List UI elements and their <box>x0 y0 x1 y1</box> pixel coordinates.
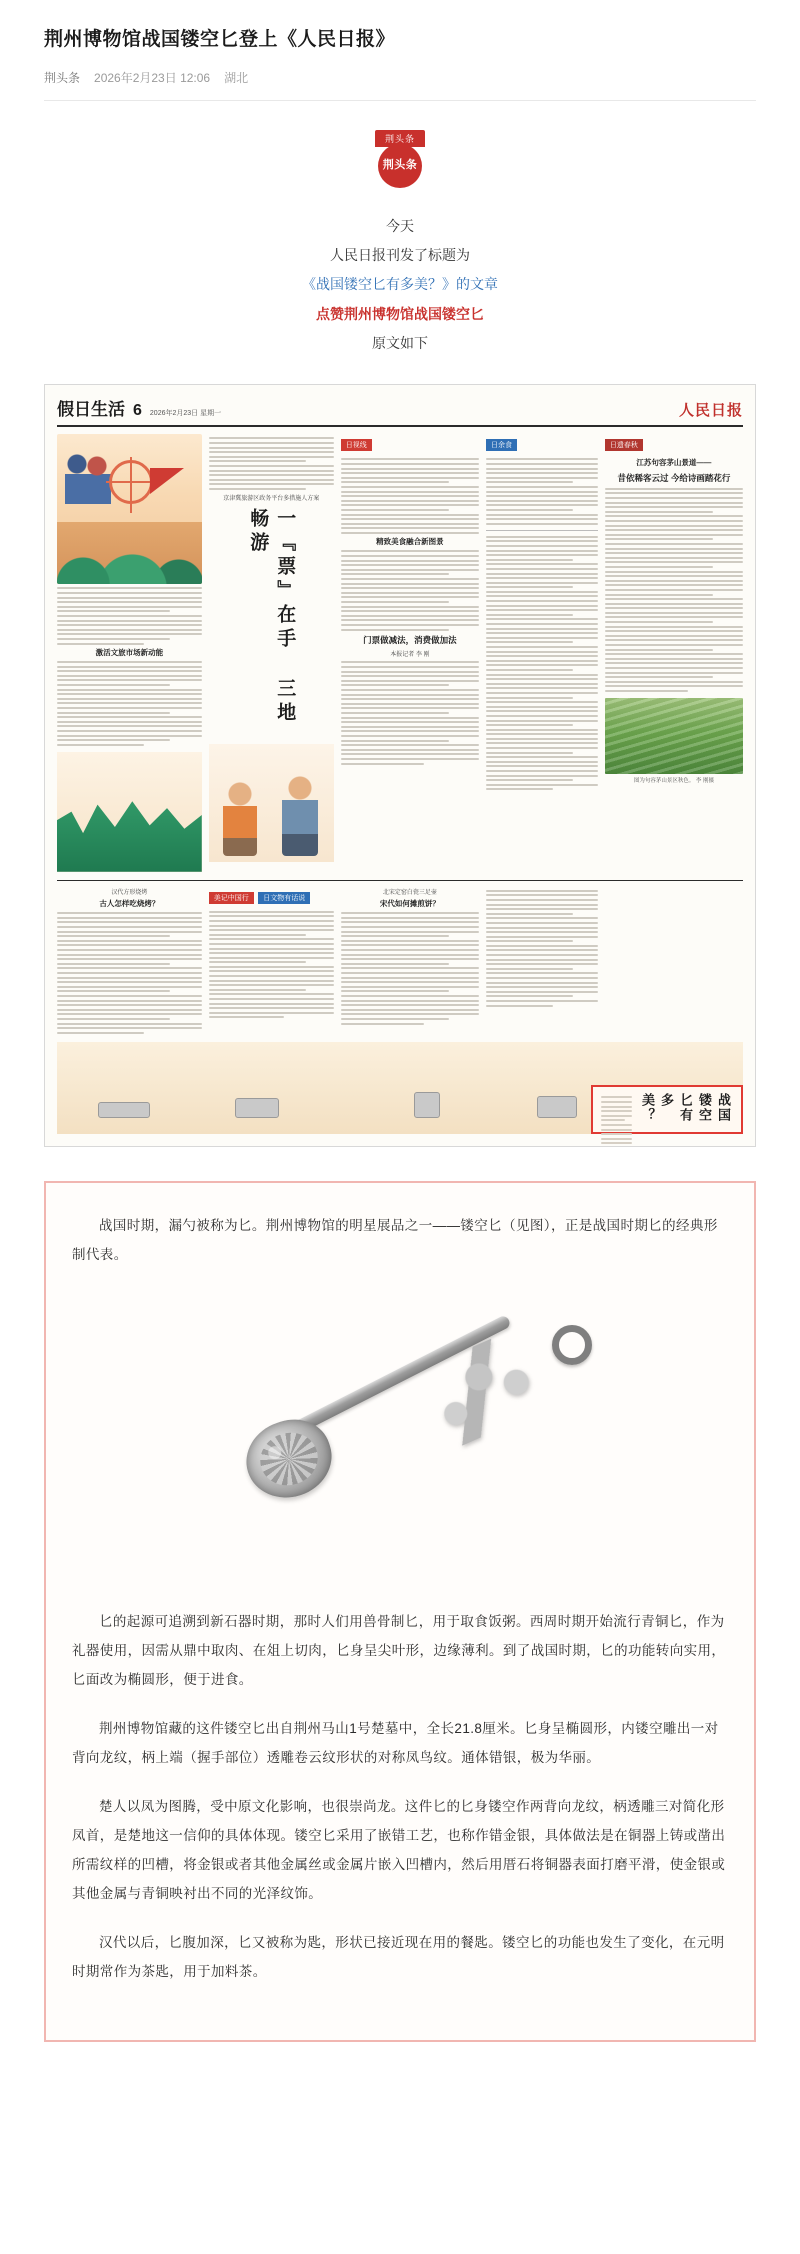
newspaper-columns <box>57 434 743 871</box>
meta-region: 湖北 <box>224 70 249 85</box>
flag-icon <box>150 468 184 494</box>
column4-text-block-a <box>486 458 598 524</box>
article-meta <box>44 69 756 100</box>
column4-divider <box>486 530 598 531</box>
newspaper-column-1 <box>57 434 202 871</box>
lede-line-3: 《战国镂空匕有多美？》的文章 <box>302 276 498 293</box>
spoon-openwork-ornament <box>414 1324 559 1451</box>
column3-tag: 日视线 <box>341 439 372 451</box>
detail-paragraph-5: 汉代以后，匕腹加深，匕又被称为匙，形状已接近现在用的餐匙。镂空匕的功能也发生了变化，在元明时期常作为茶匙，用于加料茶。 <box>72 1934 725 1979</box>
spoon-bowl <box>236 1409 341 1508</box>
meta-source: 荆头条 <box>44 70 81 85</box>
tourist-figure-2-icon <box>282 776 318 856</box>
newspaper-page-number: 6 <box>133 402 142 420</box>
lede-line-2: 人民日报刊发了标题为 <box>330 246 470 263</box>
column1-text-block-b <box>57 661 202 746</box>
column1-text-block-a <box>57 587 202 644</box>
column5-headline: 江苏句容茅山景道—— <box>636 458 712 468</box>
artifact-bowl-icon <box>414 1092 440 1118</box>
column4-text-block-b <box>486 536 598 791</box>
ferris-wheel-icon <box>109 460 153 504</box>
spoon-ring <box>552 1325 592 1365</box>
lede-line-1: 今天 <box>386 217 414 234</box>
column3-byline: 本报记者 李 刚 <box>390 652 430 659</box>
bottom-tag-3: 北宋定窑白瓷三足壶 <box>382 889 437 896</box>
brand-tab-label: 荆头条 <box>375 130 425 147</box>
column3-text-block-a <box>341 458 479 534</box>
openwork-spoon-artifact-icon <box>190 1309 610 1569</box>
bottom-tag-2b: 日文物有话说 <box>258 892 310 904</box>
highlighted-article-text <box>601 1096 632 1122</box>
column5-tag: 日遗春秋 <box>605 439 643 451</box>
newspaper-column-2 <box>209 434 334 871</box>
bottom-column-4 <box>486 887 598 1037</box>
newspaper-date: 2026年2月23日 星期一 <box>149 410 222 418</box>
column3-subheadline: 门票做减法，消费做加法 <box>363 634 457 645</box>
bottom-headline-2: 宋代如何摊煎饼？ <box>379 898 440 908</box>
artifact-grill-icon <box>98 1102 150 1118</box>
brand-circle-icon: 荆头条 <box>378 144 422 188</box>
bottom-column-1 <box>57 887 202 1037</box>
bottom-tag-1: 汉代方形烧烤 <box>111 889 148 896</box>
bottom-column-5 <box>605 887 743 1037</box>
lede-line-5: 原文如下 <box>372 335 428 352</box>
artifact-tray-icon <box>235 1098 279 1118</box>
travel-illustration <box>57 434 202 584</box>
column3-headline: 精致美食融合新图景 <box>376 536 444 546</box>
bottom-text-3 <box>341 912 479 1024</box>
column5-subheadline: 昔依稀客云过 今给诗画踏花行 <box>617 472 731 483</box>
newspaper-section-name: 假日生活 <box>57 400 125 420</box>
column3-text-block-c <box>341 661 479 764</box>
bottom-tag-2: 美记中国行 <box>209 892 254 904</box>
column1-headline: 激活文旅市场新动能 <box>95 647 164 657</box>
column5-photo-caption: 图为句容茅山景区秋色。 李 刚摄 <box>633 777 714 784</box>
newspaper-scan-image[interactable] <box>44 384 756 1146</box>
column4-tag: 日余食 <box>486 439 517 451</box>
page-title: 荆州博物馆战国镂空匕登上《人民日报》 <box>44 29 396 50</box>
lede-block <box>44 212 756 359</box>
newspaper-column-5 <box>605 434 743 871</box>
header-divider <box>44 100 756 101</box>
lede-line-4: 点赞荆州博物馆战国镂空匕 <box>316 305 484 322</box>
newspaper-column-3 <box>341 434 479 871</box>
highlighted-article-box[interactable] <box>591 1085 743 1133</box>
column2-text-block-a <box>209 437 334 490</box>
detail-paragraph-1: 战国时期，漏勺被称为匕。荆州博物馆的明星展品之一——镂空匕（见图），正是战国时期匕的经典形制代表。 <box>72 1217 718 1262</box>
detail-paragraph-3: 荆州博物馆藏的这件镂空匕出自荆州马山1号楚墓中，全长21.8厘米。匕身呈椭圆形，内镂空雕出一对背向龙纹，柄上端（握手部位）透雕卷云纹形状的对称凤鸟纹。通体错银，极为华丽。 <box>72 1720 719 1765</box>
people-figure-icon <box>65 452 111 524</box>
column5-text-block-a <box>605 488 743 692</box>
tourist-figure-1-icon <box>223 782 257 856</box>
bottom-column-3 <box>341 887 479 1037</box>
artifact-stand-icon <box>537 1096 577 1118</box>
newspaper-header <box>57 395 743 427</box>
brand-logo <box>44 127 756 188</box>
column2-main-headline: 一『票』在手 三地畅游 <box>247 507 296 726</box>
detail-paragraph-2: 匕的起源可追溯到新石器时期，那时人们用兽骨制匕，用于取食饭粥。西周时期开始流行青铜匕，作为礼器使用，因需从鼎中取肉、在俎上切肉，匕身呈尖叶形，边缘薄利。到了战国时期，匕的功能转向实用，匕面改为椭圆形，便于进食。 <box>72 1613 726 1687</box>
meta-timestamp: 2026年2月23日 12:06 <box>94 70 211 85</box>
bottom-headline-1: 古人怎样吃烧烤？ <box>99 898 160 908</box>
column3-text-block-b <box>341 550 479 630</box>
bottom-column-2 <box>209 887 334 1037</box>
newspaper-masthead: 人民日报 <box>678 403 743 420</box>
detail-article <box>44 1181 756 2042</box>
bottom-text-4 <box>486 890 598 1007</box>
highlighted-article-headline: 战国镂空匕有多美？ <box>640 1093 731 1124</box>
column2-kicker: 京津冀旅游区政务平台多措施人方案 <box>223 495 320 502</box>
terrace-field-photo <box>605 698 743 774</box>
detail-paragraph-4: 楚人以凤为图腾，受中原文化影响，也很崇尚龙。这件匕的匕身镂空作两背向龙纹，柄透雕三对简化形凤首，是楚地这一信仰的具体体现。镂空匕采用了嵌错工艺，也称作错金银，具体做法是在铜器上铸或凿出所需纹样的凹槽，将金银或者其他金属丝或金属片嵌入凹槽内，然后用厝石将铜器表面打磨平滑，使金银或其他金属与青铜映衬出不同的光泽纹饰。 <box>72 1798 726 1901</box>
spoon-photo[interactable] <box>72 1289 728 1589</box>
tourists-illustration <box>209 744 334 862</box>
newspaper-bottom-band <box>57 880 743 1037</box>
bottom-text-1 <box>57 912 202 1033</box>
bottom-text-2 <box>209 911 334 1019</box>
newspaper-column-4 <box>486 434 598 871</box>
great-wall-illustration <box>57 752 202 872</box>
